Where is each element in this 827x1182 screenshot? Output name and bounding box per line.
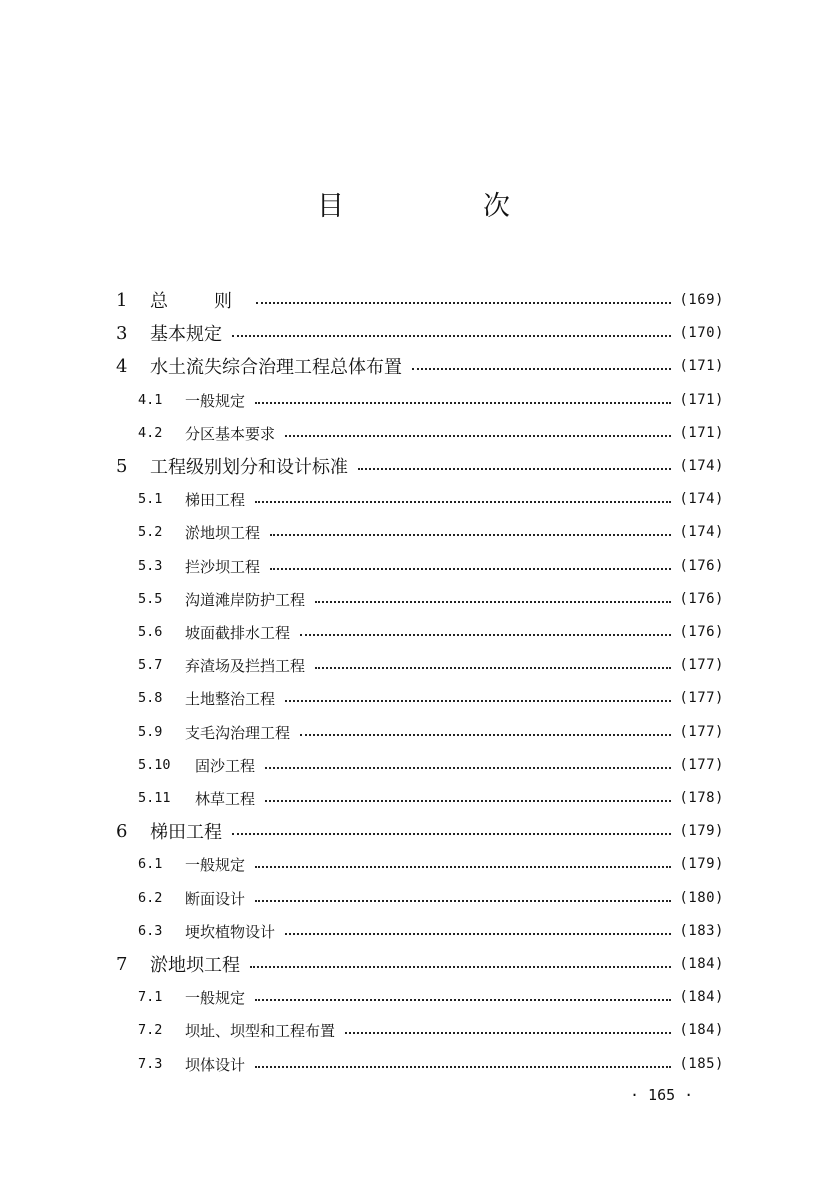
toc-entry-title: 分区基本要求 [185,424,276,443]
toc-entry-title: 一般规定 [185,988,246,1007]
toc-dot-leader [315,601,671,603]
toc-entry-title: 坝体设计 [185,1055,246,1074]
toc-entry-number: 4 [116,355,128,377]
toc-entry[interactable] [138,419,724,447]
toc-entry-number: 6 [116,820,128,842]
toc-dot-leader [265,767,671,769]
toc-entry-number: 5.11 [138,790,171,806]
toc-entry-title: 拦沙坝工程 [185,557,261,576]
toc-entry-title: 总 则 [150,291,246,312]
toc-dot-leader [270,568,671,570]
toc-entry-title: 一般规定 [185,391,246,410]
toc-entry-number: 5.1 [138,491,163,507]
toc-dot-leader [300,634,671,636]
toc-entry-title: 一般规定 [185,855,246,874]
toc-entry-page: (171) [679,358,724,374]
toc-entry[interactable] [138,684,724,712]
toc-dot-leader [232,833,671,835]
toc-entry-number: 7 [116,953,128,975]
toc-entry-title: 沟道滩岸防护工程 [185,590,306,609]
toc-entry-page: (183) [679,923,724,939]
toc-entry-title: 固沙工程 [195,756,256,775]
toc-entry-page: (184) [679,956,724,972]
toc-entry-page: (174) [679,458,724,474]
toc-entry-page: (185) [679,1056,724,1072]
toc-dot-leader [255,501,671,503]
toc-entry[interactable] [138,1016,724,1044]
toc-entry[interactable] [116,817,724,845]
toc-entry-title: 土地整治工程 [185,689,276,708]
toc-dot-leader [255,999,671,1001]
toc-entry-number: 1 [116,289,128,311]
toc-entry-title: 梯田工程 [150,822,222,843]
toc-dot-leader [300,734,671,736]
toc-entry[interactable] [138,1050,724,1078]
toc-entry-title: 林草工程 [195,789,256,808]
toc-entry[interactable] [138,518,724,546]
toc-entry[interactable] [138,585,724,613]
toc-entry[interactable] [138,983,724,1011]
toc-entry[interactable] [138,718,724,746]
toc-entry[interactable] [138,552,724,580]
toc-entry-page: (171) [679,392,724,408]
toc-entry-number: 7.1 [138,989,163,1005]
toc-dot-leader [256,302,671,304]
toc-entry-page: (177) [679,657,724,673]
toc-entry-page: (184) [679,1022,724,1038]
toc-entry-title: 弃渣场及拦挡工程 [185,656,306,675]
toc-entry-number: 5.6 [138,624,163,640]
page-number: · 165 · [630,1086,694,1104]
toc-entry-title: 埂坎植物设计 [185,922,276,941]
toc-dot-leader [285,933,671,935]
toc-entry-number: 6.3 [138,923,163,939]
toc-entry-number: 7.2 [138,1022,163,1038]
toc-dot-leader [345,1032,671,1034]
toc-entry-page: (169) [679,292,724,308]
page-title: 目 次 [317,191,566,222]
toc-entry-page: (178) [679,790,724,806]
toc-entry-number: 6.1 [138,856,163,872]
toc-dot-leader [265,800,671,802]
toc-entry-number: 5.7 [138,657,163,673]
toc-entry-page: (174) [679,491,724,507]
toc-entry-number: 5 [116,455,128,477]
toc-dot-leader [412,368,671,370]
toc-entry-title: 淤地坝工程 [150,955,240,976]
toc-dot-leader [250,966,671,968]
toc-entry-title: 支毛沟治理工程 [185,723,291,742]
toc-entry[interactable] [116,452,724,480]
toc-entry[interactable] [138,784,724,812]
toc-entry-title: 坡面截排水工程 [185,623,291,642]
toc-entry-page: (176) [679,558,724,574]
toc-entry[interactable] [138,850,724,878]
toc-entry-number: 5.10 [138,757,171,773]
toc-entry-title: 工程级别划分和设计标准 [150,457,348,478]
toc-entry[interactable] [138,386,724,414]
toc-entry-page: (177) [679,690,724,706]
toc-entry-number: 6.2 [138,890,163,906]
toc-entry[interactable] [138,751,724,779]
toc-entry-number: 5.9 [138,724,163,740]
toc-dot-leader [315,667,671,669]
toc-entry-number: 4.1 [138,392,163,408]
toc-dot-leader [232,335,671,337]
toc-entry-page: (179) [679,856,724,872]
toc-dot-leader [255,1066,671,1068]
toc-entry[interactable] [138,884,724,912]
toc-entry-page: (176) [679,624,724,640]
toc-entry-number: 5.8 [138,690,163,706]
toc-entry-page: (176) [679,591,724,607]
toc-entry[interactable] [138,917,724,945]
toc-entry-title: 淤地坝工程 [185,523,261,542]
toc-entry[interactable] [116,286,724,314]
toc-dot-leader [255,866,671,868]
toc-entry-page: (179) [679,823,724,839]
toc-entry[interactable] [116,352,724,380]
toc-entry-page: (184) [679,989,724,1005]
toc-entry-page: (171) [679,425,724,441]
toc-dot-leader [270,534,671,536]
toc-entry-title: 基本规定 [150,324,222,345]
toc-dot-leader [255,402,671,404]
toc-entry-number: 5.3 [138,558,163,574]
toc-entry[interactable] [138,651,724,679]
toc-entry-number: 5.2 [138,524,163,540]
toc-dot-leader [358,468,671,470]
toc-entry-number: 3 [116,322,128,344]
toc-dot-leader [285,700,671,702]
toc-entry-number: 5.5 [138,591,163,607]
toc-entry-page: (170) [679,325,724,341]
toc-entry-number: 4.2 [138,425,163,441]
toc-dot-leader [285,435,671,437]
toc-entry-title: 水土流失综合治理工程总体布置 [150,357,402,378]
toc-entry-page: (177) [679,757,724,773]
toc-entry-number: 7.3 [138,1056,163,1072]
toc-entry[interactable] [116,950,724,978]
toc-entry[interactable] [138,618,724,646]
toc-entry-page: (177) [679,724,724,740]
toc-entry-title: 梯田工程 [185,490,246,509]
toc-entry[interactable] [138,485,724,513]
toc-entry-title: 坝址、坝型和工程布置 [185,1021,336,1040]
toc-entry-page: (174) [679,524,724,540]
toc-entry-title: 断面设计 [185,889,246,908]
toc-dot-leader [255,900,671,902]
toc-entry-page: (180) [679,890,724,906]
toc-entry[interactable] [116,319,724,347]
